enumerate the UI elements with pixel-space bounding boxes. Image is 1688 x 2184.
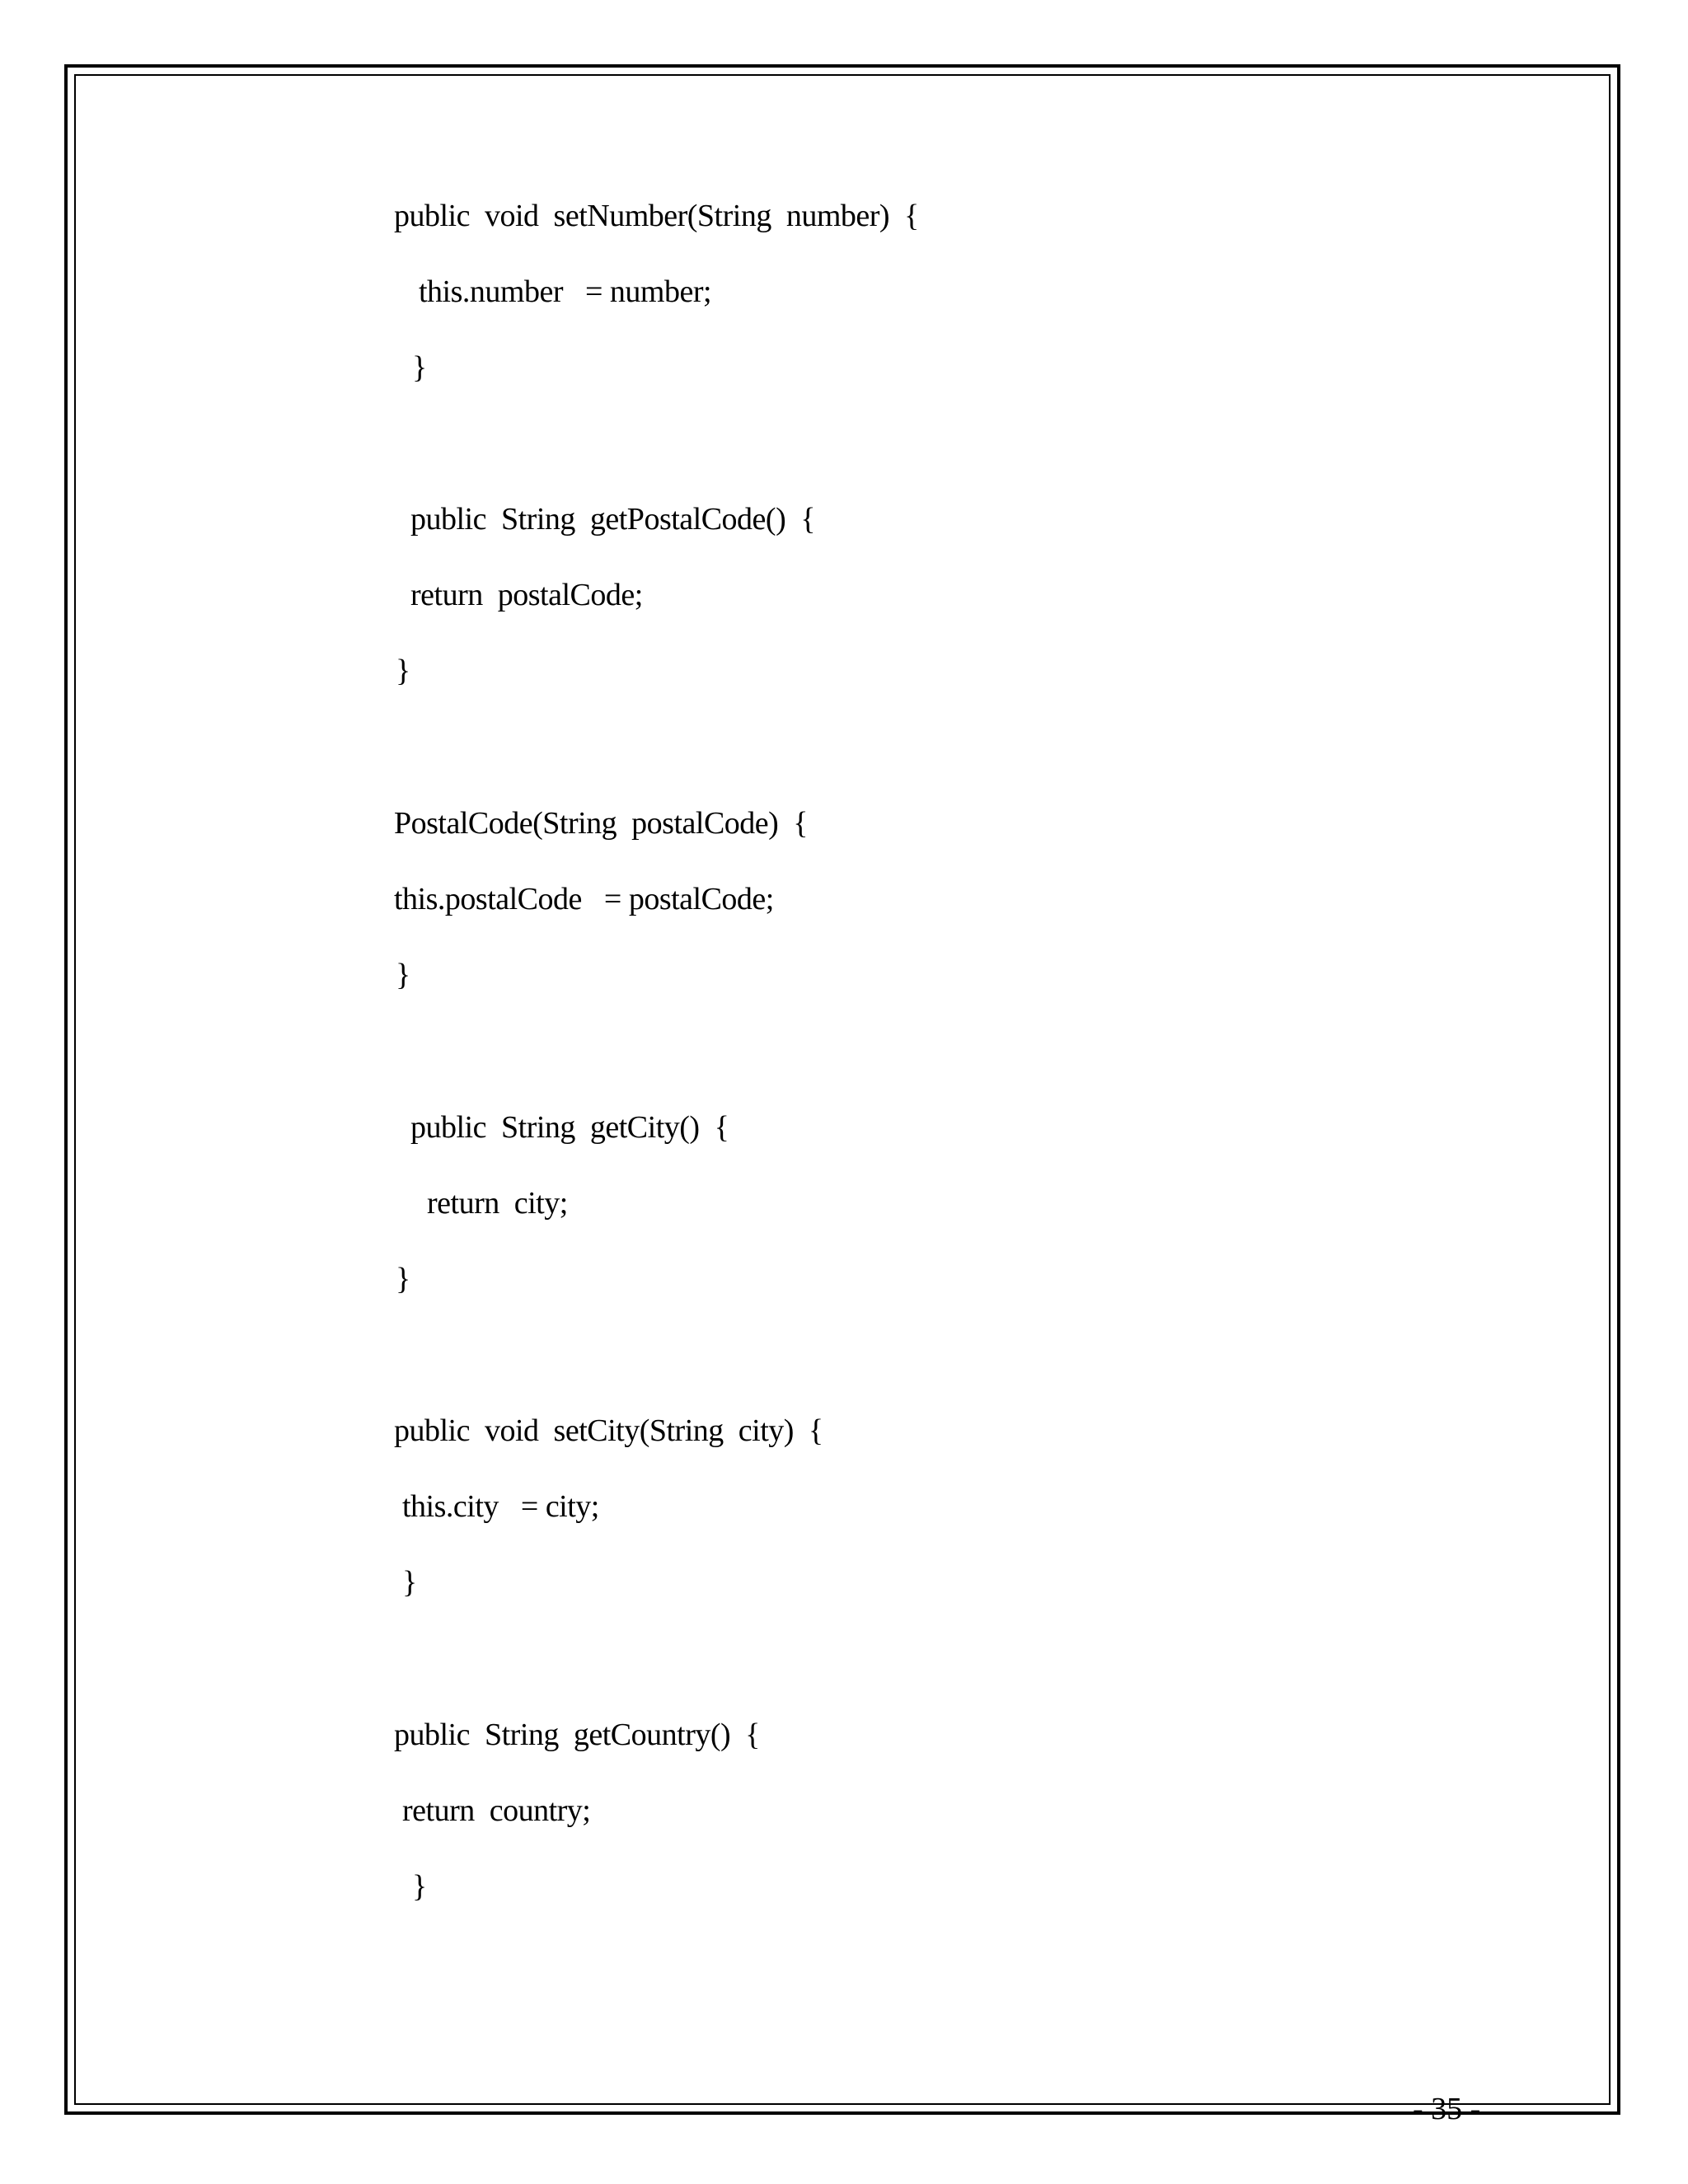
code-line: public String getCountry() { — [394, 1718, 760, 1752]
code-line: public void setNumber(String number) { — [394, 199, 919, 233]
code-line: public String getCity() { — [410, 1110, 729, 1145]
code-line: this.number = number; — [419, 274, 712, 309]
code-line: } — [412, 1869, 427, 1904]
page-number: - 35 - — [1413, 2092, 1481, 2126]
code-line: return country; — [402, 1793, 591, 1828]
code-line: } — [402, 1565, 417, 1600]
code-line: public void setCity(String city) { — [394, 1413, 823, 1448]
code-line: } — [396, 958, 410, 992]
code-line: return postalCode; — [410, 578, 643, 612]
code-line: return city; — [427, 1186, 568, 1221]
code-line: } — [396, 654, 410, 688]
code-line: public String getPostalCode() { — [410, 502, 815, 537]
page-border-inner — [74, 74, 1611, 2105]
code-line: this.postalCode = postalCode; — [394, 882, 774, 916]
code-line: PostalCode(String postalCode) { — [394, 806, 809, 841]
code-line: } — [396, 1262, 410, 1296]
code-line: } — [412, 350, 427, 385]
code-line: this.city = city; — [402, 1489, 599, 1524]
